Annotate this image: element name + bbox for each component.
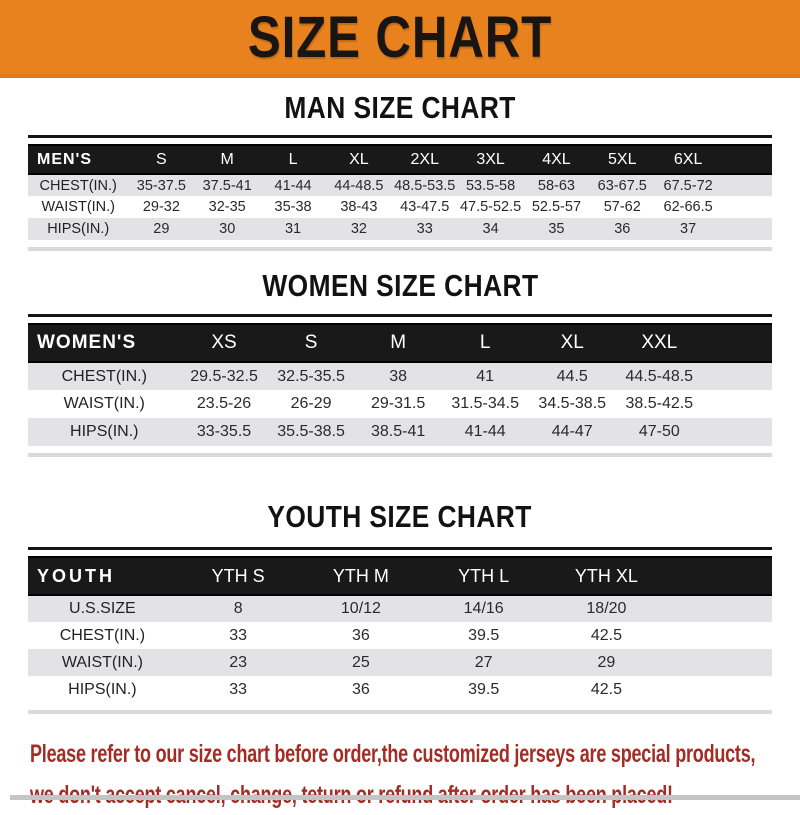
women-table-bottom-rule: [28, 453, 772, 457]
women-size-chart-section: [0, 268, 800, 457]
measurement-value: 23: [177, 649, 300, 676]
measurement-value: 29: [545, 649, 668, 676]
youth-table-bottom-rule: [28, 710, 772, 714]
measurement-value: 29.5-32.5: [181, 362, 268, 390]
measurement-value: 44-48.5: [326, 174, 392, 196]
measurement-value: 67.5-72: [655, 174, 721, 196]
measurement-value: 41-44: [260, 174, 326, 196]
measurement-value: 37.5-41: [194, 174, 260, 196]
measurement-value: 10/12: [300, 595, 423, 622]
size-column-header: YTH M: [300, 557, 423, 595]
measurement-value: 33: [392, 218, 458, 240]
spacer-cell: [721, 218, 772, 240]
measurement-value: 57-62: [589, 196, 655, 218]
row-label: CHEST(IN.): [28, 174, 128, 196]
measurement-value: 34.5-38.5: [529, 390, 616, 418]
measurement-value: 35-37.5: [128, 174, 194, 196]
row-label: WAIST(IN.): [28, 390, 181, 418]
row-label: CHEST(IN.): [28, 622, 177, 649]
size-column-header: YTH L: [422, 557, 545, 595]
men-table-top-rule: [28, 135, 772, 138]
measurement-value: 39.5: [422, 676, 545, 703]
size-column-header: L: [260, 145, 326, 174]
measurement-value: 41-44: [442, 418, 529, 446]
measurement-value: 29-32: [128, 196, 194, 218]
measurement-value: 31: [260, 218, 326, 240]
measurement-value: 35: [524, 218, 590, 240]
bottom-edge-bar: [10, 795, 800, 800]
measurement-value: 38: [355, 362, 442, 390]
spacer-cell: [703, 418, 772, 446]
spacer-cell: [721, 174, 772, 196]
measurement-value: 47.5-52.5: [458, 196, 524, 218]
women-table-top-rule: [28, 314, 772, 317]
footer-note: [30, 738, 800, 815]
spacer-cell: [721, 196, 772, 218]
measurement-value: 48.5-53.5: [392, 174, 458, 196]
spacer-cell: [668, 649, 772, 676]
spacer-cell: [668, 595, 772, 622]
measurement-value: 58-63: [524, 174, 590, 196]
measurement-value: 18/20: [545, 595, 668, 622]
banner-title: SIZE CHART: [247, 4, 553, 70]
row-label: HIPS(IN.): [28, 418, 181, 446]
size-header-row: [28, 145, 772, 174]
measurement-value: 33: [177, 622, 300, 649]
measurement-value: 27: [422, 649, 545, 676]
measurement-value: 42.5: [545, 676, 668, 703]
men-table-bottom-rule: [28, 247, 772, 251]
measurement-row: [28, 362, 772, 390]
spacer-cell: [668, 622, 772, 649]
youth-size-chart-heading-text: YOUTH SIZE CHART: [267, 499, 533, 534]
measurement-value: 38-43: [326, 196, 392, 218]
measurement-value: 63-67.5: [589, 174, 655, 196]
measurement-value: 32: [326, 218, 392, 240]
group-label: YOUTH: [28, 557, 177, 595]
spacer-cell: [721, 145, 772, 174]
measurement-value: 32-35: [194, 196, 260, 218]
measurement-row: [28, 676, 772, 703]
measurement-value: 33: [177, 676, 300, 703]
group-label: MEN'S: [28, 145, 128, 174]
spacer-cell: [703, 362, 772, 390]
man-size-chart-heading: [0, 90, 800, 126]
measurement-value: 36: [589, 218, 655, 240]
measurement-row: [28, 418, 772, 446]
measurement-value: 36: [300, 622, 423, 649]
measurement-value: 42.5: [545, 622, 668, 649]
measurement-value: 41: [442, 362, 529, 390]
measurement-value: 43-47.5: [392, 196, 458, 218]
size-column-header: XL: [529, 324, 616, 362]
row-label: CHEST(IN.): [28, 362, 181, 390]
measurement-value: 30: [194, 218, 260, 240]
measurement-value: 29-31.5: [355, 390, 442, 418]
row-label: HIPS(IN.): [28, 676, 177, 703]
size-column-header: M: [355, 324, 442, 362]
measurement-value: 52.5-57: [524, 196, 590, 218]
measurement-value: 34: [458, 218, 524, 240]
measurement-value: 44.5: [529, 362, 616, 390]
measurement-value: 38.5-41: [355, 418, 442, 446]
size-column-header: 3XL: [458, 145, 524, 174]
measurement-value: 37: [655, 218, 721, 240]
size-column-header: XS: [181, 324, 268, 362]
measurement-row: [28, 649, 772, 676]
spacer-cell: [668, 676, 772, 703]
footer-line-1: [30, 738, 800, 774]
size-column-header: XL: [326, 145, 392, 174]
youth-table-wrap: [28, 547, 772, 714]
measurement-value: 35.5-38.5: [268, 418, 355, 446]
size-column-header: 4XL: [524, 145, 590, 174]
measurement-value: 47-50: [616, 418, 703, 446]
measurement-value: 62-66.5: [655, 196, 721, 218]
measurement-value: 38.5-42.5: [616, 390, 703, 418]
row-label: WAIST(IN.): [28, 649, 177, 676]
youth-table-top-rule: [28, 547, 772, 550]
women-table-wrap: [28, 314, 772, 457]
spacer-cell: [668, 557, 772, 595]
measurement-row: [28, 390, 772, 418]
man-size-chart-heading-text: MAN SIZE CHART: [284, 90, 516, 125]
spacer-cell: [703, 324, 772, 362]
measurement-value: 31.5-34.5: [442, 390, 529, 418]
footer-line-1-text: Please refer to our size chart before order,the customized jerseys are special products,: [30, 740, 756, 768]
size-header-row: [28, 557, 772, 595]
measurement-value: 44.5-48.5: [616, 362, 703, 390]
women-size-chart-heading-text: WOMEN SIZE CHART: [261, 268, 539, 303]
men-size-table: [28, 144, 772, 240]
youth-size-table: [28, 556, 772, 703]
measurement-value: 33-35.5: [181, 418, 268, 446]
banner: [0, 0, 800, 78]
measurement-value: 36: [300, 676, 423, 703]
men-table-wrap: [28, 135, 772, 251]
size-column-header: 5XL: [589, 145, 655, 174]
size-column-header: M: [194, 145, 260, 174]
measurement-row: [28, 622, 772, 649]
measurement-value: 25: [300, 649, 423, 676]
size-column-header: L: [442, 324, 529, 362]
measurement-value: 23.5-26: [181, 390, 268, 418]
youth-size-chart-section: [0, 499, 800, 714]
size-column-header: 2XL: [392, 145, 458, 174]
row-label: WAIST(IN.): [28, 196, 128, 218]
measurement-value: 39.5: [422, 622, 545, 649]
size-column-header: YTH XL: [545, 557, 668, 595]
row-label: HIPS(IN.): [28, 218, 128, 240]
measurement-value: 35-38: [260, 196, 326, 218]
row-label: U.S.SIZE: [28, 595, 177, 622]
measurement-row: [28, 595, 772, 622]
man-size-chart-section: [0, 90, 800, 251]
women-size-table: [28, 323, 772, 446]
size-column-header: S: [128, 145, 194, 174]
size-column-header: YTH S: [177, 557, 300, 595]
size-column-header: XXL: [616, 324, 703, 362]
group-label: WOMEN'S: [28, 324, 181, 362]
youth-size-chart-heading: [0, 499, 800, 535]
measurement-row: [28, 196, 772, 218]
measurement-row: [28, 218, 772, 240]
measurement-value: 32.5-35.5: [268, 362, 355, 390]
measurement-value: 44-47: [529, 418, 616, 446]
measurement-row: [28, 174, 772, 196]
measurement-value: 8: [177, 595, 300, 622]
measurement-value: 14/16: [422, 595, 545, 622]
size-header-row: [28, 324, 772, 362]
measurement-value: 53.5-58: [458, 174, 524, 196]
size-column-header: 6XL: [655, 145, 721, 174]
spacer-cell: [703, 390, 772, 418]
women-size-chart-heading: [0, 268, 800, 304]
measurement-value: 29: [128, 218, 194, 240]
measurement-value: 26-29: [268, 390, 355, 418]
size-column-header: S: [268, 324, 355, 362]
